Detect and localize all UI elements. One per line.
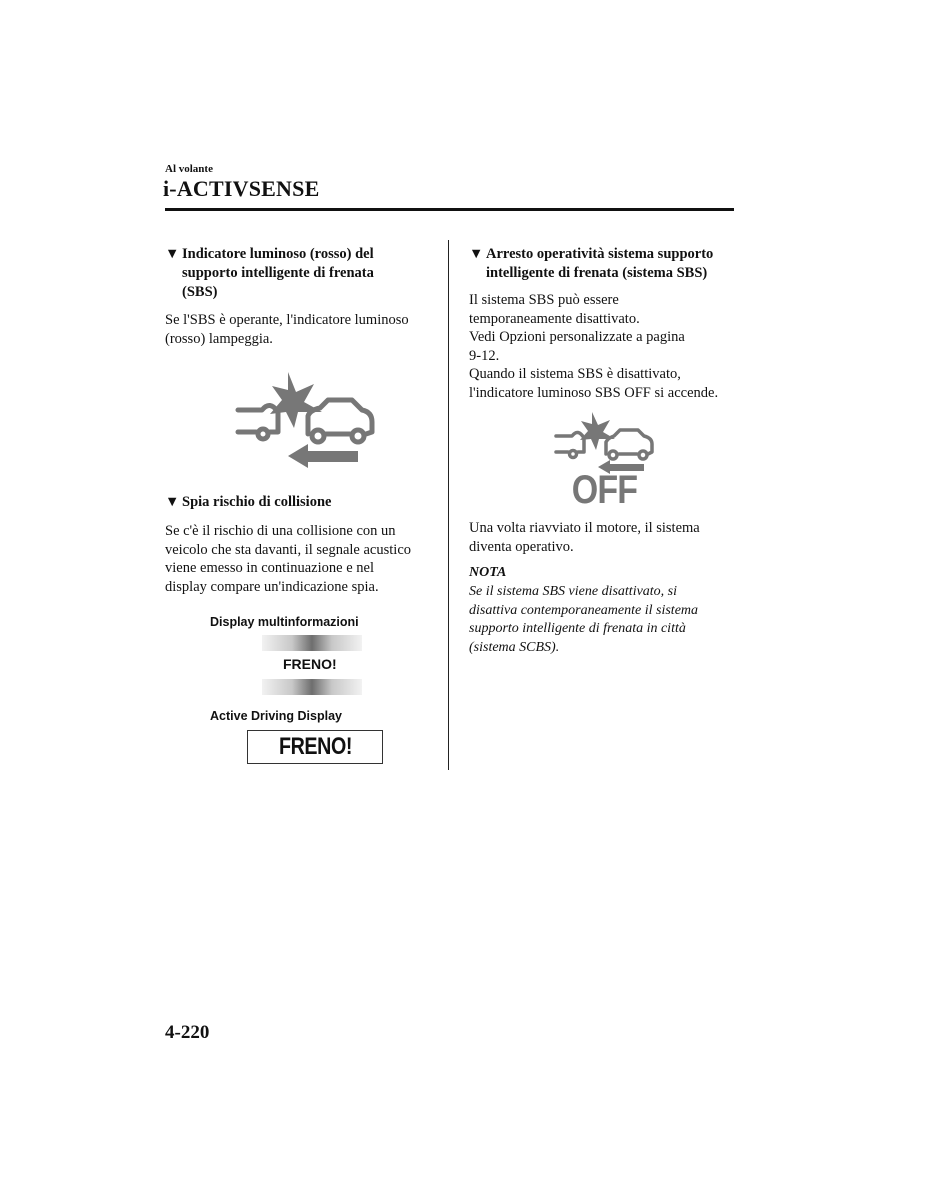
text-line: Quando il sistema SBS è disattivato, xyxy=(469,366,681,382)
text-line: Vedi Opzioni personalizzate a pagina xyxy=(469,329,685,345)
heading-line: supporto intelligente di frenata xyxy=(182,265,374,281)
active-driving-freno-text: FRENO! xyxy=(278,733,352,760)
page-number: 4-220 xyxy=(165,1022,210,1043)
text-line: Una volta riavviato il motore, il sistema xyxy=(469,520,700,536)
triangle-marker-icon: ▼ xyxy=(165,246,180,262)
heading-collision-warning xyxy=(165,493,445,513)
heading-line: Indicatore luminoso (rosso) del xyxy=(182,246,374,262)
active-driving-display-box xyxy=(247,730,383,764)
text-line: (rosso) lampeggia. xyxy=(165,330,273,347)
text-line: disattiva contemporaneamente il sistema xyxy=(469,602,699,618)
sbs-off-label xyxy=(566,469,643,511)
text-line: Il sistema SBS può essere xyxy=(469,292,619,308)
display-label-active-driving: Active Driving Display xyxy=(210,709,342,723)
text-line: veicolo che sta davanti, il segnale acustico xyxy=(165,541,412,558)
nota-text xyxy=(469,583,754,657)
sbs-warning-light-icon xyxy=(232,370,380,472)
off-text: OFF xyxy=(571,468,638,512)
text-line: display compare un'indicazione spia. xyxy=(165,578,379,595)
text-line: l'indicatore luminoso SBS OFF si accende. xyxy=(469,384,719,401)
multinfo-freno-text: FRENO! xyxy=(283,656,337,672)
nota-label: NOTA xyxy=(469,565,507,580)
triangle-marker-icon: ▼ xyxy=(469,246,484,262)
text-line: 9-12. xyxy=(469,347,500,364)
paragraph-sbs-indicator xyxy=(165,311,445,348)
text-line: diventa operativo. xyxy=(469,538,574,555)
paragraph-sbs-deactivation xyxy=(469,291,754,402)
text-line: Se il sistema SBS viene disattivato, si xyxy=(469,584,678,599)
paragraph-collision-warning xyxy=(165,522,450,596)
section-label: Al volante xyxy=(165,163,213,175)
display-gradient-bar-bottom xyxy=(262,679,362,695)
display-label-multinfo: Display multinformazioni xyxy=(210,615,359,629)
triangle-marker-icon: ▼ xyxy=(165,494,180,510)
text-line: (sistema SCBS). xyxy=(469,639,560,655)
text-line: temporaneamente disattivato. xyxy=(469,310,640,327)
text-line: Se l'SBS è operante, l'indicatore luminoso xyxy=(165,312,409,328)
heading-line: intelligente di frenata (sistema SBS) xyxy=(486,265,708,281)
column-divider xyxy=(448,240,449,770)
heading-sbs-indicator xyxy=(165,245,445,305)
heading-line: Spia rischio di collisione xyxy=(182,494,332,510)
title-divider xyxy=(165,208,734,211)
text-line: viene emesso in continuazione e nel xyxy=(165,560,374,576)
text-line: Se c'è il rischio di una collisione con un xyxy=(165,523,396,539)
heading-line: (SBS) xyxy=(182,284,218,300)
display-gradient-bar-top xyxy=(262,635,362,651)
paragraph-restart xyxy=(469,519,754,556)
text-line: supporto intelligente di frenata in città xyxy=(469,621,686,636)
heading-sbs-deactivation xyxy=(469,245,754,285)
sbs-off-indicator-icon xyxy=(552,410,658,476)
heading-line: Arresto operatività sistema supporto xyxy=(486,246,714,262)
page-title: i-ACTIVSENSE xyxy=(163,176,320,201)
